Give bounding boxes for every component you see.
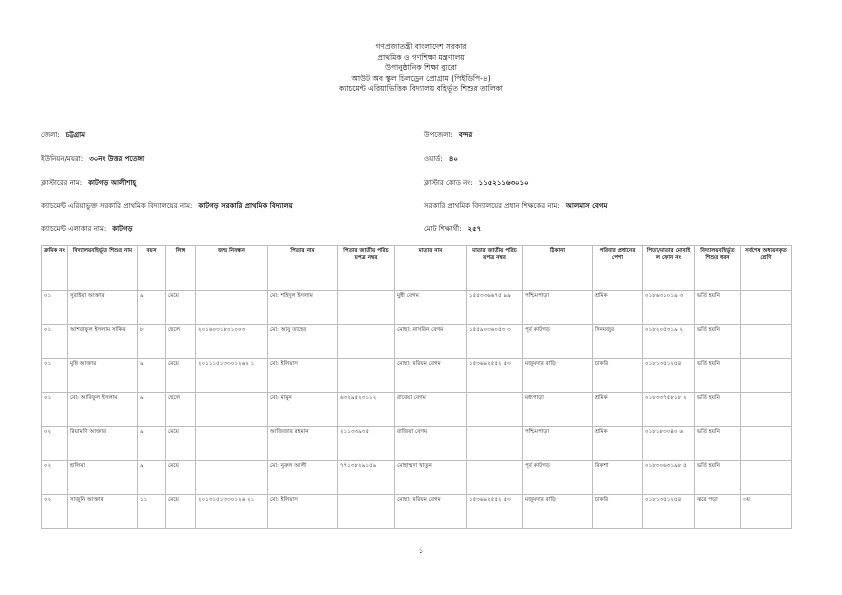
cell-child-name: হালিমা	[68, 461, 138, 495]
cell-child-name: রিয়ামণি আক্তার	[68, 427, 138, 461]
district-label: জেলা:	[41, 131, 60, 139]
col-child-name: বিদ্যালয়বহির্ভূত শিশুর নাম	[68, 246, 138, 291]
cell-father-nid	[338, 495, 395, 529]
upazila-label: উপজেলা:	[424, 131, 453, 139]
children-table	[41, 245, 792, 529]
headteacher-field	[424, 200, 607, 212]
cell-occupation: শ্রমিক	[593, 393, 643, 427]
ward-field	[424, 153, 458, 165]
cell-child-type: ভর্তি হয়নি	[695, 359, 741, 393]
cell-age: ১১	[138, 495, 166, 529]
cell-child-name: আশরাফুল ইসলাম সাকিব	[68, 325, 138, 359]
col-mother-name: মাতার নাম	[395, 246, 467, 291]
ministry-title: প্রাথমিক ও গণশিক্ষা মন্ত্রণালয়	[377, 52, 465, 62]
cell-serial: ০২	[42, 427, 68, 461]
table-row	[42, 427, 792, 461]
cell-last-class	[741, 393, 792, 427]
cell-last-class	[741, 325, 792, 359]
upazila-field	[424, 129, 472, 141]
cell-age: ৯	[138, 359, 166, 393]
cell-address: মজুমদার বাড়ি	[523, 495, 593, 529]
cell-mother-name: রাজিয়া বেগম	[395, 427, 467, 461]
cell-mother-nid: ১৫৫৩৩৬৬৭৫ ৯৯	[467, 291, 523, 325]
bureau-title: উপানুষ্ঠানিক শিক্ষা ব্যুরো	[385, 63, 457, 72]
cell-mother-nid	[467, 427, 523, 461]
list-title: ক্যাচমেন্ট এরিয়াভিত্তিক বিদ্যালয় বহির্ভূত শিশুর তালিকা	[339, 84, 503, 93]
cell-father-nid: ২১১৩৩৯৩৫	[338, 427, 395, 461]
cell-father-name: মো: শহিদুল ইসলাম	[268, 291, 338, 325]
school-label: ক্যাচমেন্ট এরিয়াভুক্ত সরকারি প্রাথমিক বিদ্যালয়ের নাম:	[41, 202, 193, 210]
school-value: কাটগড় সরকারি প্রাথমিক বিদ্যালয়	[198, 202, 293, 210]
cell-mobile: ০১৮১৩৫১২৫৪	[643, 495, 695, 529]
cell-mother-name: রাবেয়া বেগম	[395, 393, 467, 427]
cell-mother-name: মোছা: মরিয়ম বেগম	[395, 495, 467, 529]
cell-child-type: ঝরে পড়া	[695, 495, 741, 529]
cell-serial: ০১	[42, 325, 68, 359]
cell-father-nid	[338, 325, 395, 359]
cell-serial: ০১	[42, 291, 68, 325]
col-age: বয়স	[138, 246, 166, 291]
headteacher-value: আলমাস বেগম	[565, 202, 608, 210]
cell-serial: ০১	[42, 359, 68, 393]
table-header-row	[42, 246, 792, 291]
cell-birth-reg	[196, 291, 268, 325]
cell-child-name: সুরাইয়া আক্তার	[68, 291, 138, 325]
table-row	[42, 461, 792, 495]
cell-gender: মেয়ে	[166, 495, 196, 529]
col-gender: লিঙ্গ	[166, 246, 196, 291]
cell-mother-nid: ১৫৩৬৯২৫৫২ ৫৩	[467, 359, 523, 393]
table-row	[42, 359, 792, 393]
cell-occupation: চাকরি	[593, 495, 643, 529]
cell-last-class	[741, 291, 792, 325]
cell-child-name: সাজুনি আক্তার	[68, 495, 138, 529]
cell-occupation: চাকরি	[593, 359, 643, 393]
cell-child-name: মো: আরিফুল ইসলাম	[68, 393, 138, 427]
cell-age: ৮	[138, 325, 166, 359]
cell-address: মজুমদার বাড়ি	[523, 359, 593, 393]
cell-father-nid: ৭৭১৩৮২৯১৫৯	[338, 461, 395, 495]
table-row	[42, 495, 792, 529]
cluster-field	[41, 177, 136, 189]
cell-mobile: ০১৮৩৩৭৫৮১৮ ২	[643, 393, 695, 427]
district-value: চট্টগ্রাম	[65, 131, 86, 139]
col-serial: ক্রমিক নং	[42, 246, 68, 291]
cell-gender: ছেলে	[166, 393, 196, 427]
cell-child-type: ভর্তি হয়নি	[695, 393, 741, 427]
area-value: কাটগড়	[112, 225, 133, 233]
col-father-name: পিতার নাম	[268, 246, 338, 291]
cell-child-type: ভর্তি হয়নি	[695, 427, 741, 461]
cell-mobile: ০১৮৬৩১০১৯ ৩	[643, 291, 695, 325]
cell-address: মধ্যপাড়া	[523, 393, 593, 427]
cell-age: ৯	[138, 291, 166, 325]
cell-age: ৯	[138, 427, 166, 461]
cell-mother-nid	[467, 461, 523, 495]
area-label: ক্যাচমেন্ট এলাকার নাম:	[41, 225, 107, 233]
cell-occupation: শ্রমিক	[593, 427, 643, 461]
govt-title: গণপ্রজাতন্ত্রী বাংলাদেশ সরকার	[375, 42, 467, 51]
ward-value: ৪০	[448, 155, 458, 163]
cluster-code-label: ক্লাস্টার কোড নং:	[424, 179, 473, 187]
cell-mother-name: মুন্নী বেগম	[395, 291, 467, 325]
col-mobile: পিতা/মাতার মোবাইল ফোন নং	[643, 246, 695, 291]
cell-last-class	[741, 461, 792, 495]
col-mother-nid: মাতার জাতীয় পরিচয়পত্র নম্বর	[467, 246, 523, 291]
cell-mother-name: মোহাম্মদা খাতুন	[395, 461, 467, 495]
cell-birth-reg	[196, 393, 268, 427]
cell-birth-reg: ২০১৩১৫১৩৩০১২৬ ২১	[196, 495, 268, 529]
cell-serial: ০১	[42, 393, 68, 427]
cell-child-type: ভর্তি হয়নি	[695, 325, 741, 359]
cell-child-name: মুন্নি আক্তার	[68, 359, 138, 393]
cell-serial: ০২	[42, 461, 68, 495]
school-field	[41, 200, 293, 212]
cell-last-class	[741, 427, 792, 461]
cluster-code-field	[424, 177, 529, 189]
cell-birth-reg	[196, 427, 268, 461]
cell-mobile: ০১৮২০৫৩১৯ ২	[643, 325, 695, 359]
program-title: আউট অব স্কুল চিলড্রেন প্রোগ্রাম (পিইডিপি-৪)	[351, 73, 491, 83]
cell-father-nid: ৬৩২৯৫২৩১১২	[338, 393, 395, 427]
cell-father-name: মো: নুরুল আলী	[268, 461, 338, 495]
cell-father-name: আজিজার রহমান	[268, 427, 338, 461]
district-field	[41, 129, 85, 141]
table-row	[42, 291, 792, 325]
cell-gender: মেয়ে	[166, 427, 196, 461]
cell-mobile: ০১৮৩০৬৩১৯৮ ৫	[643, 461, 695, 495]
cell-father-nid	[338, 359, 395, 393]
cluster-value: কাটগড় আলীশাহ্‌	[88, 179, 137, 187]
cell-father-name: মো: মামুন	[268, 393, 338, 427]
cluster-label: ক্লাস্টারের নাম:	[41, 179, 83, 187]
col-occupation: পরিবার প্রধানের পেশা	[593, 246, 643, 291]
headteacher-label: সরকারি প্রাথমিক বিদ্যালয়ের প্রধান শিক্ষকের নাম:	[424, 202, 560, 210]
cell-mobile: ০১৮১৩৫১২৫৪	[643, 359, 695, 393]
cell-mother-name: মোছা: নাসরিন বেগম	[395, 325, 467, 359]
cluster-code-value: ১১৫২১১৬৩০১০	[478, 179, 529, 187]
cell-address: পশ্চিমপাড়া	[523, 291, 593, 325]
cell-occupation: রিকশা	[593, 461, 643, 495]
cell-mobile: ০১৮১৮৩০৪০ ৬	[643, 427, 695, 461]
cell-child-type: ভর্তি হয়নি	[695, 291, 741, 325]
cell-birth-reg: ২০১৬০৩১৮০১০০৩	[196, 325, 268, 359]
total-field	[424, 223, 481, 235]
col-address: ঠিকানা	[523, 246, 593, 291]
col-last-class: সর্বশেষ অধ্যয়নকৃত শ্রেণি	[741, 246, 792, 291]
cell-gender: মেয়ে	[166, 461, 196, 495]
page-number: ১	[418, 547, 424, 555]
cell-serial: ০২	[42, 495, 68, 529]
ward-label: ওয়ার্ড:	[424, 155, 443, 163]
col-father-nid: পিতার জাতীয় পরিচয়পত্র নম্বর	[338, 246, 395, 291]
cell-address: পূর্ব কাটগড়	[523, 461, 593, 495]
cell-mother-name: মোছা: মরিয়ম বেগম	[395, 359, 467, 393]
total-label: মোট শিক্ষার্থী:	[424, 225, 462, 233]
table-row	[42, 325, 792, 359]
cell-father-name: মো: আবু তাহের	[268, 325, 338, 359]
cell-last-class: ৩য়	[741, 495, 792, 529]
area-field	[41, 223, 133, 235]
cell-mother-nid: ১৫৩৬৯২৫৫২ ৫৩	[467, 495, 523, 529]
total-value: ২৫৭	[467, 225, 482, 233]
cell-address: পশ্চিমপাড়া	[523, 427, 593, 461]
cell-gender: মেয়ে	[166, 359, 196, 393]
col-child-type: বিদ্যালয়বহির্ভূত শিশুর ধরন	[695, 246, 741, 291]
cell-gender: মেয়ে	[166, 291, 196, 325]
cell-last-class	[741, 359, 792, 393]
cell-age: ৯	[138, 393, 166, 427]
union-field	[41, 153, 144, 165]
cell-father-nid	[338, 291, 395, 325]
cell-address: পূর্ব কাটগড়	[523, 325, 593, 359]
cell-mother-nid	[467, 393, 523, 427]
col-birth-reg: জন্ম নিবন্ধন	[196, 246, 268, 291]
cell-occupation: দিনমজুর	[593, 325, 643, 359]
table-row	[42, 393, 792, 427]
cell-mother-nid: ১৫৫৯০৩৬০৫৩ ৩	[467, 325, 523, 359]
cell-birth-reg: ২০১১১৫১৩৩০১২৬২ ১	[196, 359, 268, 393]
upazila-value: বন্দর	[458, 131, 473, 139]
cell-occupation: শ্রমিক	[593, 291, 643, 325]
cell-father-name: মো: ইলিয়াস	[268, 495, 338, 529]
cell-gender: ছেলে	[166, 325, 196, 359]
cell-age: ৯	[138, 461, 166, 495]
report-header	[0, 42, 842, 95]
cell-father-name: মো: ইলিয়াস	[268, 359, 338, 393]
cell-birth-reg	[196, 461, 268, 495]
union-label: ইউনিয়ন/ময়রা:	[41, 155, 84, 163]
union-value: ৩০নং উত্তর পতেঙ্গা	[89, 155, 145, 163]
cell-child-type: ভর্তি হয়নি	[695, 461, 741, 495]
